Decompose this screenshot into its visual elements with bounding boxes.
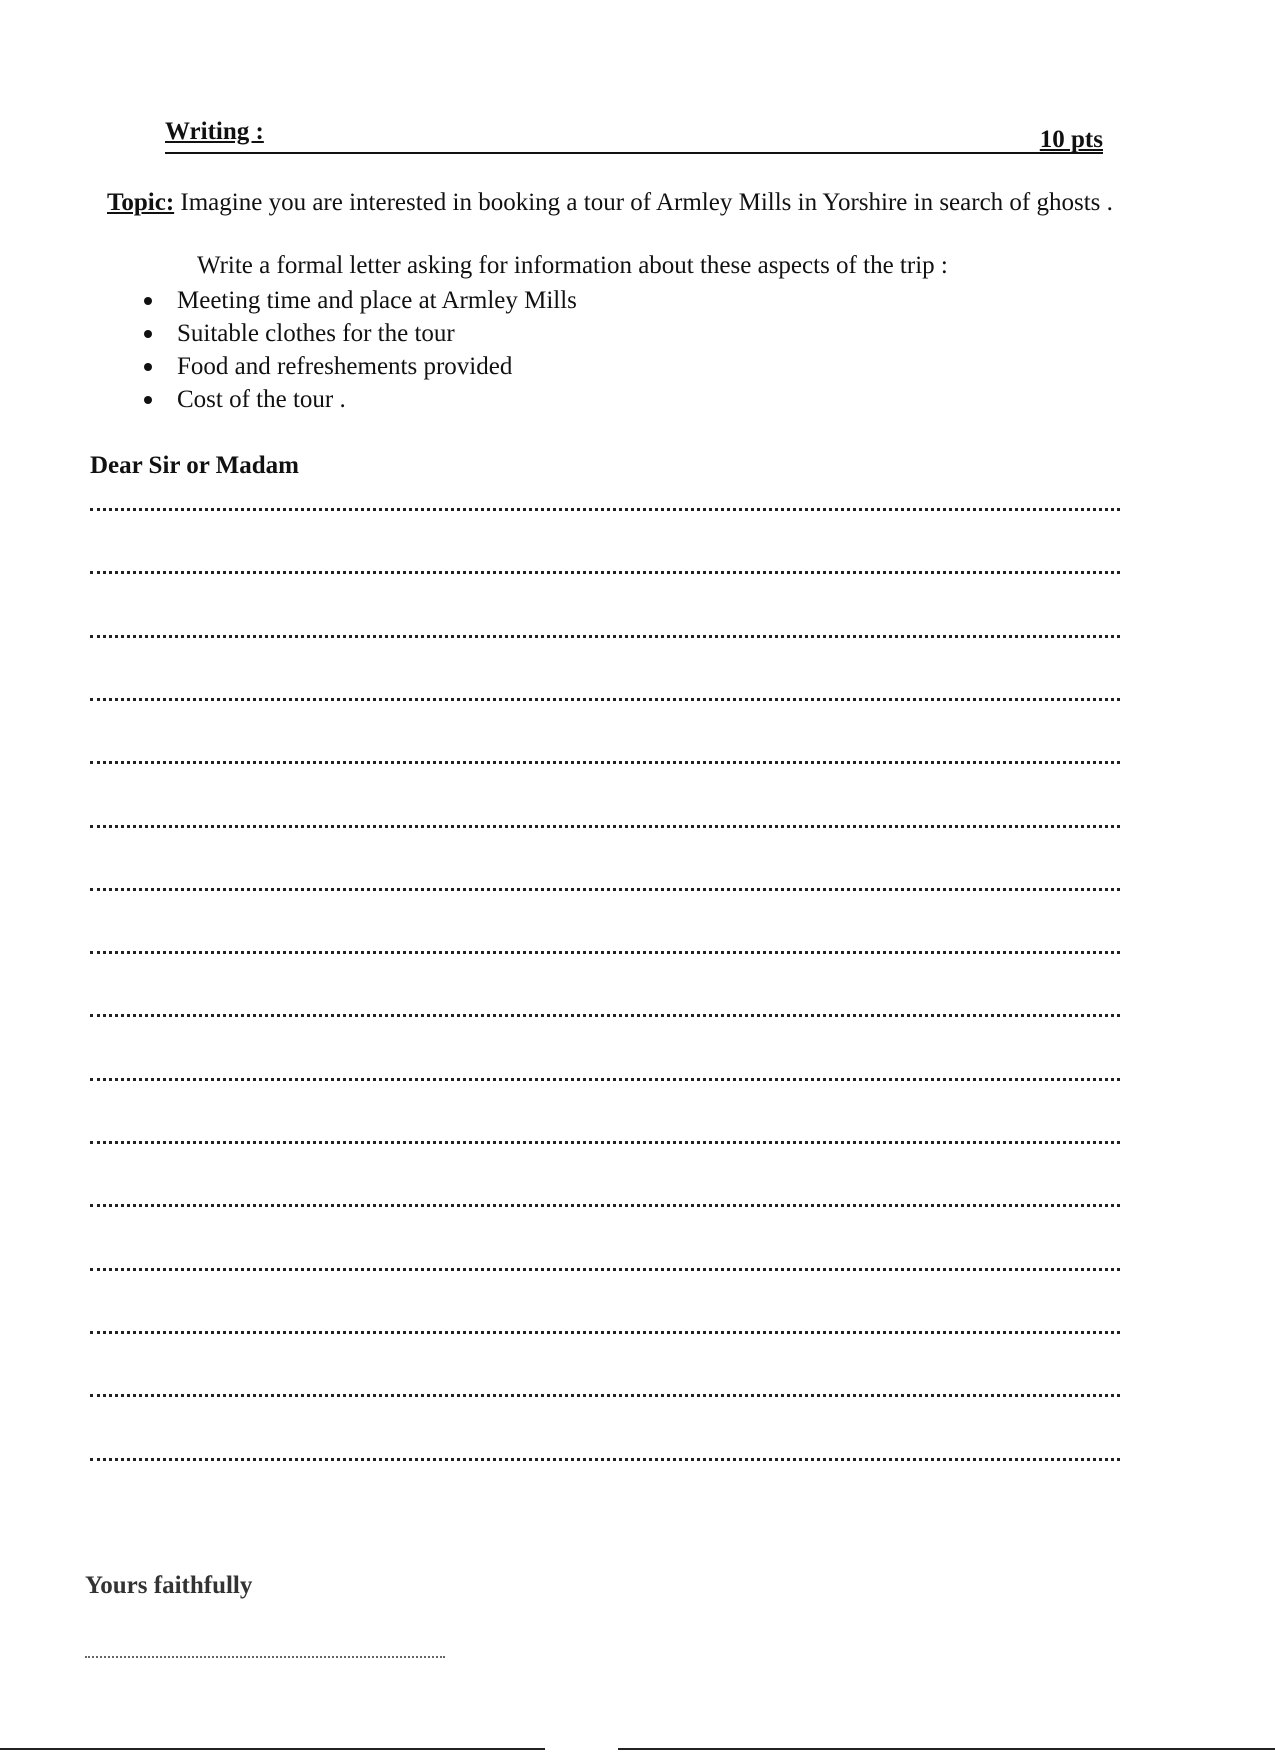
points-value: 10 pts: [1039, 126, 1103, 153]
list-item: Cost of the tour .: [140, 383, 577, 416]
topic-text: Imagine you are interested in booking a tour of Armley Mills in Yorshire in search of ghosts .: [174, 189, 1113, 216]
answer-line[interactable]: [90, 1458, 1120, 1461]
aspects-list: [140, 284, 577, 416]
answer-line[interactable]: [90, 1078, 1120, 1081]
topic-paragraph: [107, 188, 1117, 218]
answer-line[interactable]: [90, 508, 1120, 511]
answer-line[interactable]: [90, 1014, 1120, 1017]
instruction-text: Write a formal letter asking for information about these aspects of the trip :: [197, 252, 948, 279]
answer-line[interactable]: [90, 635, 1120, 638]
footer-rule: [0, 1748, 545, 1750]
answer-line[interactable]: [90, 1394, 1120, 1397]
answer-line[interactable]: [90, 825, 1120, 828]
answer-line[interactable]: [90, 1268, 1120, 1271]
list-item: Suitable clothes for the tour: [140, 317, 577, 350]
answer-line[interactable]: [90, 571, 1120, 574]
section-header: [165, 118, 1103, 158]
answer-line[interactable]: [90, 951, 1120, 954]
list-item: Meeting time and place at Armley Mills: [140, 284, 577, 317]
answer-line[interactable]: [90, 698, 1120, 701]
signature-line[interactable]: [85, 1656, 445, 1658]
closing: Yours faithfully: [85, 1572, 253, 1599]
footer-rule: [618, 1748, 1275, 1750]
answer-line[interactable]: [90, 761, 1120, 764]
answer-line[interactable]: [90, 1141, 1120, 1144]
topic-label: Topic:: [107, 189, 175, 216]
section-title: Writing :: [165, 118, 264, 145]
salutation: Dear Sir or Madam: [90, 452, 300, 479]
answer-line[interactable]: [90, 1331, 1120, 1334]
list-item: Food and refreshements provided: [140, 350, 577, 383]
header-rule: [165, 152, 1103, 154]
answer-line[interactable]: [90, 888, 1120, 891]
answer-line[interactable]: [90, 1204, 1120, 1207]
